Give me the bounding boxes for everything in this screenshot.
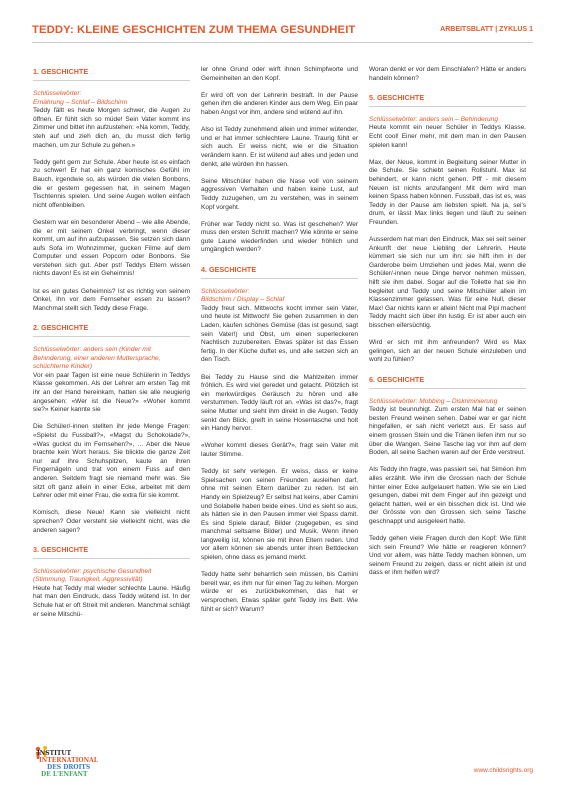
keywords-line: Bildschirm / Display – Schlaf bbox=[201, 296, 285, 304]
keywords bbox=[33, 568, 190, 585]
keywords-line: Schlüsselwörter: Mobbing – Diskriminierung bbox=[369, 397, 498, 405]
story-paragraph: Teddy fällt es heute Morgen schwer, die Augen zu öffnen. Er fühlt sich so müde! Sein Vater kommt ins Zimmer und bittet ihn aufzustehen: «Na komm, Teddy, steh auf und zieh dich an, du musst dich fertig machen, um zur Schule zu gehen.» bbox=[33, 107, 190, 149]
keywords-line: Behinderung, einer anderen Muttersprache, bbox=[33, 354, 161, 362]
story-paragraph: Teddy geht gern zur Schule. Aber heute ist es einfach zu schwer! Er hat ein ganz komisches Gefühl im Bauch, irgendwie so, als würden die vielen Bonbons, die er gestern gegessen hat, in seinem Magen Tischtennis spielen. Und seine Augen wollen einfach nicht offenbleiben. bbox=[33, 158, 190, 209]
page-header bbox=[32, 22, 533, 43]
website-link[interactable]: www.childsrights.org bbox=[473, 767, 533, 774]
story-paragraph: Komisch, diese Neue! Kann sie vielleicht nicht sprechen? Oder versteht sie vielleicht nicht, was die anderen sagen? bbox=[33, 509, 190, 534]
story-paragraph: Früher war Teddy nicht so. Was ist geschehen? Wer muss den ersten Schritt machen? Wie könnte er seine gute Laune wiederfinden und wieder fröhlich und umgänglich werden? bbox=[201, 220, 358, 254]
story-paragraph: Teddy freut sich. Mittwochs kocht immer sein Vater, und heute ist Mittwoch! Sie gehen zusammen in den Laden, kaufen schönes Gemüse (das ist gesund, sagt sein Vater!) und Obst, um einen superleckeren Nachtisch zuzubereiten. Etwas später ist das Essen fertig. In der Küche duftet es, und alle setzen sich an den Tisch. bbox=[201, 304, 358, 364]
page-title: TEDDY: KLEINE GESCHICHTEN ZUM THEMA GESUNDHEIT bbox=[32, 24, 356, 36]
keywords bbox=[369, 398, 526, 407]
keywords-line: schüchterne Kinder) bbox=[33, 363, 93, 371]
story-paragraph: Teddy ist beunruhigt. Zum ersten Mal hat er seinen besten Freund weinen sehen. Dabei war er gar nicht hingefallen, er sah nicht verletzt aus. Er sass auf einem grossen Stein und die Tränen liefen ihm nur so über die Wangen. Seine Tasche lag vor ihm auf dem Boden, all seine Sachen waren auf der Erde verstreut. bbox=[369, 406, 526, 457]
keywords-line: Schlüsselwörter: bbox=[33, 90, 82, 97]
keywords-line: (Stimmung, Traurigkeit, Aggressivität) bbox=[33, 576, 143, 584]
keywords bbox=[33, 90, 190, 107]
story-paragraph: Ist es ein gutes Geheimnis? Ist es richtig von seinem Onkel, ihn vor dem Fernseher essen zu lassen? Manchmal stellt sich Teddy diese Frage. bbox=[33, 287, 190, 312]
column-1 bbox=[33, 66, 190, 627]
logo-line-1: INSTITUT bbox=[37, 750, 72, 757]
story-paragraph: Die Schüler/-innen stellten ihr jede Menge Fragen: «Spielst du Fussball?», «Magst du Schokolade?», «Was guckst du im Fernsehen?», … Aber die Neue brachte kein Wort heraus. Sie blickte die ganze Zeit nur auf ihre Schuhspitzen, kaute an ihren Fingernägeln und trat von einem Fuss auf den anderen. Seitdem fragt sie niemand mehr was. Sie sitzt oft ganz allein in einer Ecke, arbeitet mit dem Lehrer oder mit einer Frau, die extra für sie kommt. bbox=[33, 423, 190, 500]
story-paragraph: Also ist Teddy zunehmend allein und immer wütender, und er hat immer schlechtere Laune. Traurig fühlt er sich auch. Er weiss nicht, wie er die Situation verändern kann. Er ist wütend auf alles und jeden und denkt, alle würden ihn hassen. bbox=[201, 126, 358, 168]
story-paragraph: ler ohne Grund oder wirft ihnen Schimpfworte und Gemeinheiten an den Kopf. bbox=[201, 66, 358, 82]
story-paragraph: Heute hat Teddy mal wieder schlechte Laune. Häufig hat man den Eindruck, dass Teddy wütend ist. In der Schule hat er oft Streit mit anderen. Manchmal schlägt er seine Mitschü- bbox=[33, 584, 190, 618]
keywords-line: Ernährung – Schlaf – Bildschirm bbox=[33, 98, 128, 106]
story-paragraph: Wird er sich mit ihm anfreunden? Wird es Max gelingen, sich an der neuen Schule einzuleben und wohl zu fühlen? bbox=[369, 339, 526, 364]
story-paragraph: Teddy gehen viele Fragen durch den Kopf: Wie fühlt sich sein Freund? Wie hätte er reagieren können? Und vor allem, was hätte Teddy machen können, um seinem Freund zu zeigen, dass er nicht allein ist und dass er ihm helfen wird? bbox=[369, 535, 526, 577]
story-paragraph: Er wird oft von der Lehrerin bestraft. In der Pause gehen ihm die anderen Kinder aus dem Weg. Ein paar haben Angst vor ihm, andere sind wütend auf ihn. bbox=[201, 91, 358, 116]
keywords bbox=[369, 116, 526, 125]
keywords-line: Schlüsselwörter: psychische Gesundheit bbox=[33, 567, 152, 575]
story-paragraph: Seine Mitschüler haben die Nase voll von seinem aggressiven Verhalten und haben keine Lust, auf Teddy zuzugehen, um zu verstehen, was in seinem Kopf vorgeht. bbox=[201, 177, 358, 211]
story-paragraph: Heute kommt ein neuer Schüler in Teddys Klasse. Echt cool! Einer mehr, mit dem man in den Pausen spielen kann! bbox=[369, 124, 526, 149]
story-paragraph: Teddy ist sehr verlegen. Er weiss, dass er keine Spielsachen von seinen Freunden ausleihen darf, ohne mit seinen Eltern darüber zu reden. Ist ein Handy ein Spielzeug? Er selbst hat keins, aber Camini und Solabelle haben beide eines. Und es sieht so aus, als hätten sie in den Pausen immer viel Spass damit. Es sind Spiele darauf, Bilder (zugegeben, es sind manchmal seltsame Bilder) und Musik. Wenn ihnen langweilig ist, können sie mit ihren Eltern reden. Und vor allem können sie abends unter ihren Bettdecken spielen, ohne dass es jemand merkt. bbox=[201, 468, 358, 562]
story-paragraph: Woran denkt er vor dem Einschlafen? Hätte er anders handeln können? bbox=[369, 66, 526, 82]
column-2 bbox=[201, 66, 358, 622]
section-heading: 4. GESCHICHTE bbox=[201, 264, 358, 279]
keywords-line: Schlüsselwörter: anders sein (Kinder mit bbox=[33, 346, 152, 354]
keywords-line: Schlüsselwörter: bbox=[201, 287, 250, 295]
keywords bbox=[201, 288, 358, 305]
logo-line-4: DE L'ENFANT bbox=[41, 771, 88, 778]
section-heading: 1. GESCHICHTE bbox=[33, 66, 190, 81]
keywords-line: Schlüsselwörter: anders sein – Behinderung bbox=[369, 115, 499, 123]
institute-logo bbox=[33, 745, 98, 781]
keywords bbox=[33, 346, 190, 372]
section-heading: 3. GESCHICHTE bbox=[33, 544, 190, 559]
worksheet-label: ARBEITSBLATT | ZYKLUS 1 bbox=[440, 26, 533, 33]
section-heading: 5. GESCHICHTE bbox=[369, 92, 526, 107]
story-paragraph: Vor ein paar Tagen ist eine neue Schülerin in Teddys Klasse gekommen. Als der Lehrer am ersten Tag mit ihr an der Hand hereinkam, hatten sie alle neugierig angesehen: «Wer ist die Neue?» «Woher kommt sie?» Keiner kannte sie bbox=[33, 371, 190, 414]
story-paragraph: «Woher kommt dieses Gerät?», fragt sein Vater mit lauter Stimme. bbox=[201, 442, 358, 458]
logo-line-3: DES DROITS bbox=[47, 764, 91, 771]
column-3 bbox=[369, 66, 526, 586]
logo-line-2: INTERNATIONAL bbox=[39, 757, 98, 764]
story-paragraph: Bei Teddy zu Hause sind die Mahlzeiten immer fröhlich. Es wird viel geredet und gelacht. Plötzlich ist ein merkwürdiges Geräusch zu hören und alle verstummen. Teddy läuft rot an. «Was ist das?», fragt seine Mutter und sieht ihm direkt in die Augen. Teddy senkt den Blick, greift in seine Hosentasche und holt ein Handy hervor. bbox=[201, 373, 358, 433]
story-paragraph: Ausserdem hat man den Eindruck, Max sei seit seiner Ankunft der neue Liebling der Lehrerin. Heute kümmert sie sich nur um ihn: sie hilft ihm in der Garderobe beim Umziehen und jedes Mal, wenn die Schüler/-innen neue Dinge hervor nehmen müssen, hilft sie ihm dabei. Sogar auf die Toilette hat sie ihn begleitet und Teddy und seine Mitschüler allein im Klassenzimmer gelassen. Was für eine Null, dieser Max! Gar nichts kann er allein! Nicht mal Pipi machen! Teddy macht sich über ihn lustig. Er ist aber auch ein bisschen eifersüchtig. bbox=[369, 236, 526, 330]
story-paragraph: Max, der Neue, kommt in Begleitung seiner Mutter in die Schule. Sie schiebt seinen Rollstuhl. Max ist behindert, er kann nicht gehen. Pfff - mit diesem Neuen ist nichts anzufangen! Mit dem wird man keinen Spass haben können. Fussball, das ist es, was Teddy in der Pause am liebsten spielt. Na ja, sei's drum, er lässt Max links liegen und läuft zu seinen Freunden. bbox=[369, 158, 526, 226]
section-heading: 6. GESCHICHTE bbox=[369, 374, 526, 389]
section-heading: 2. GESCHICHTE bbox=[33, 322, 190, 337]
story-paragraph: Gestern war ein besonderer Abend – wie alle Abende, die er mit seinem Onkel verbringt, wenn dieser kommt, um auf ihn aufzupassen. Sie setzen sich dann aufs Sofa im Wohnzimmer, gucken Filme auf dem Computer und essen Popcorn oder Bonbons. Sie verstehen sich gut. Aber pst! Teddys Eltern wissen nichts davon! Es ist ein Geheimnis! bbox=[33, 218, 190, 278]
story-paragraph: Teddy hatte sehr beharrlich sein müssen, bis Camini bereit war, es ihm nur für einen Tag zu leihen. Morgen würde er es zurückbekommen, das hat er versprochen. Etwas später geht Teddy ins Bett. Wie fühlt er sich? Warum? bbox=[201, 571, 358, 613]
story-paragraph: Als Teddy ihn fragte, was passiert sei, hat Siméon ihm alles erzählt. Wie ihm die Grossen nach der Schule hinter einer Ecke aufgelauert hatten. Wie sie ein Lied gesungen, dabei mit dem Finger auf ihn gezeigt und gelacht hatten, weil er ein bisschen dick ist. Und wie der Grösste von den Grossen sich seine Tasche geschnappt und ausgeleert hatte. bbox=[369, 466, 526, 525]
